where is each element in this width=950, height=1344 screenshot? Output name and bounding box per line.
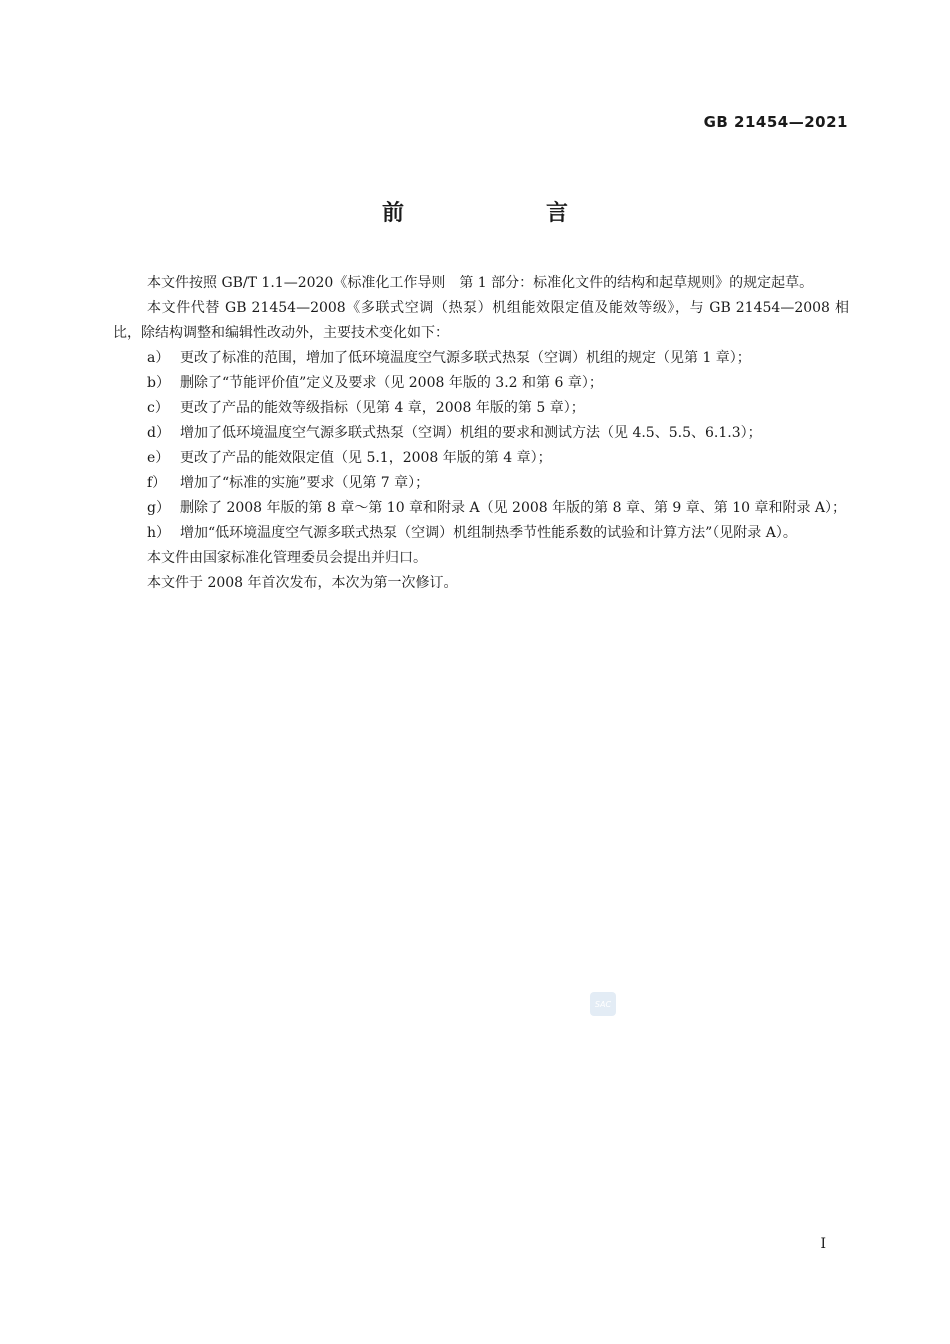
list-marker: d） (147, 425, 170, 441)
paragraph-history: 本文件于 2008 年首次发布，本次为第一次修订。 (147, 575, 458, 591)
changes-list (113, 346, 849, 546)
list-text: 更改了标准的范围，增加了低环境温度空气源多联式热泵（空调）机组的规定（见第 1 章）； (180, 350, 751, 366)
list-text: 删除了“节能评价值”定义及要求（见 2008 年版的 3.2 和第 6 章）； (180, 375, 603, 391)
paragraph-replacement: 本文件代替 GB 21454—2008《多联式空调（热泵）机组能效限定值及能效等级》，与 GB 21454—2008 相比，除结构调整和编辑性改动外，主要技术变化如下： (113, 300, 849, 341)
list-marker: f） (147, 475, 167, 491)
list-item (113, 371, 849, 396)
page-number: I (820, 1236, 826, 1252)
sac-watermark-icon (590, 992, 616, 1016)
list-item (113, 496, 849, 521)
list-text: 删除了 2008 年版的第 8 章～第 10 章和附录 A（见 2008 年版的第 8 章、第 9 章、第 10 章和附录 A）； (180, 500, 847, 516)
paragraph-proposer: 本文件由国家标准化管理委员会提出并归口。 (147, 550, 427, 566)
list-text: 增加“低环境温度空气源多联式热泵（空调）机组制热季节性能系数的试验和计算方法”（见附录 A）。 (180, 525, 797, 541)
list-item (113, 471, 849, 496)
list-marker: e） (147, 450, 170, 466)
page-title: 前 言 (381, 201, 628, 226)
standard-code: GB 21454—2021 (703, 113, 848, 131)
paragraph-drafting-rules: 本文件按照 GB/T 1.1—2020《标准化工作导则 第 1 部分：标准化文件的结构和起草规则》的规定起草。 (147, 275, 814, 291)
list-text: 增加了低环境温度空气源多联式热泵（空调）机组的要求和测试方法（见 4.5、5.5、6.1.3）； (180, 425, 762, 441)
list-marker: g） (147, 500, 170, 516)
list-marker: a） (147, 350, 170, 366)
list-item (113, 396, 849, 421)
list-marker: c） (147, 400, 169, 416)
list-item (113, 446, 849, 471)
list-text: 更改了产品的能效限定值（见 5.1，2008 年版的第 4 章）； (180, 450, 552, 466)
list-marker: b） (147, 375, 170, 391)
list-item (113, 421, 849, 446)
list-text: 更改了产品的能效等级指标（见第 4 章，2008 年版的第 5 章）； (180, 400, 585, 416)
list-item (113, 521, 849, 546)
list-text: 增加了“标准的实施”要求（见第 7 章）； (180, 475, 430, 491)
preface-body (113, 271, 849, 596)
watermark-text: SAC (594, 1000, 612, 1009)
list-marker: h） (147, 525, 171, 541)
list-item (113, 346, 849, 371)
